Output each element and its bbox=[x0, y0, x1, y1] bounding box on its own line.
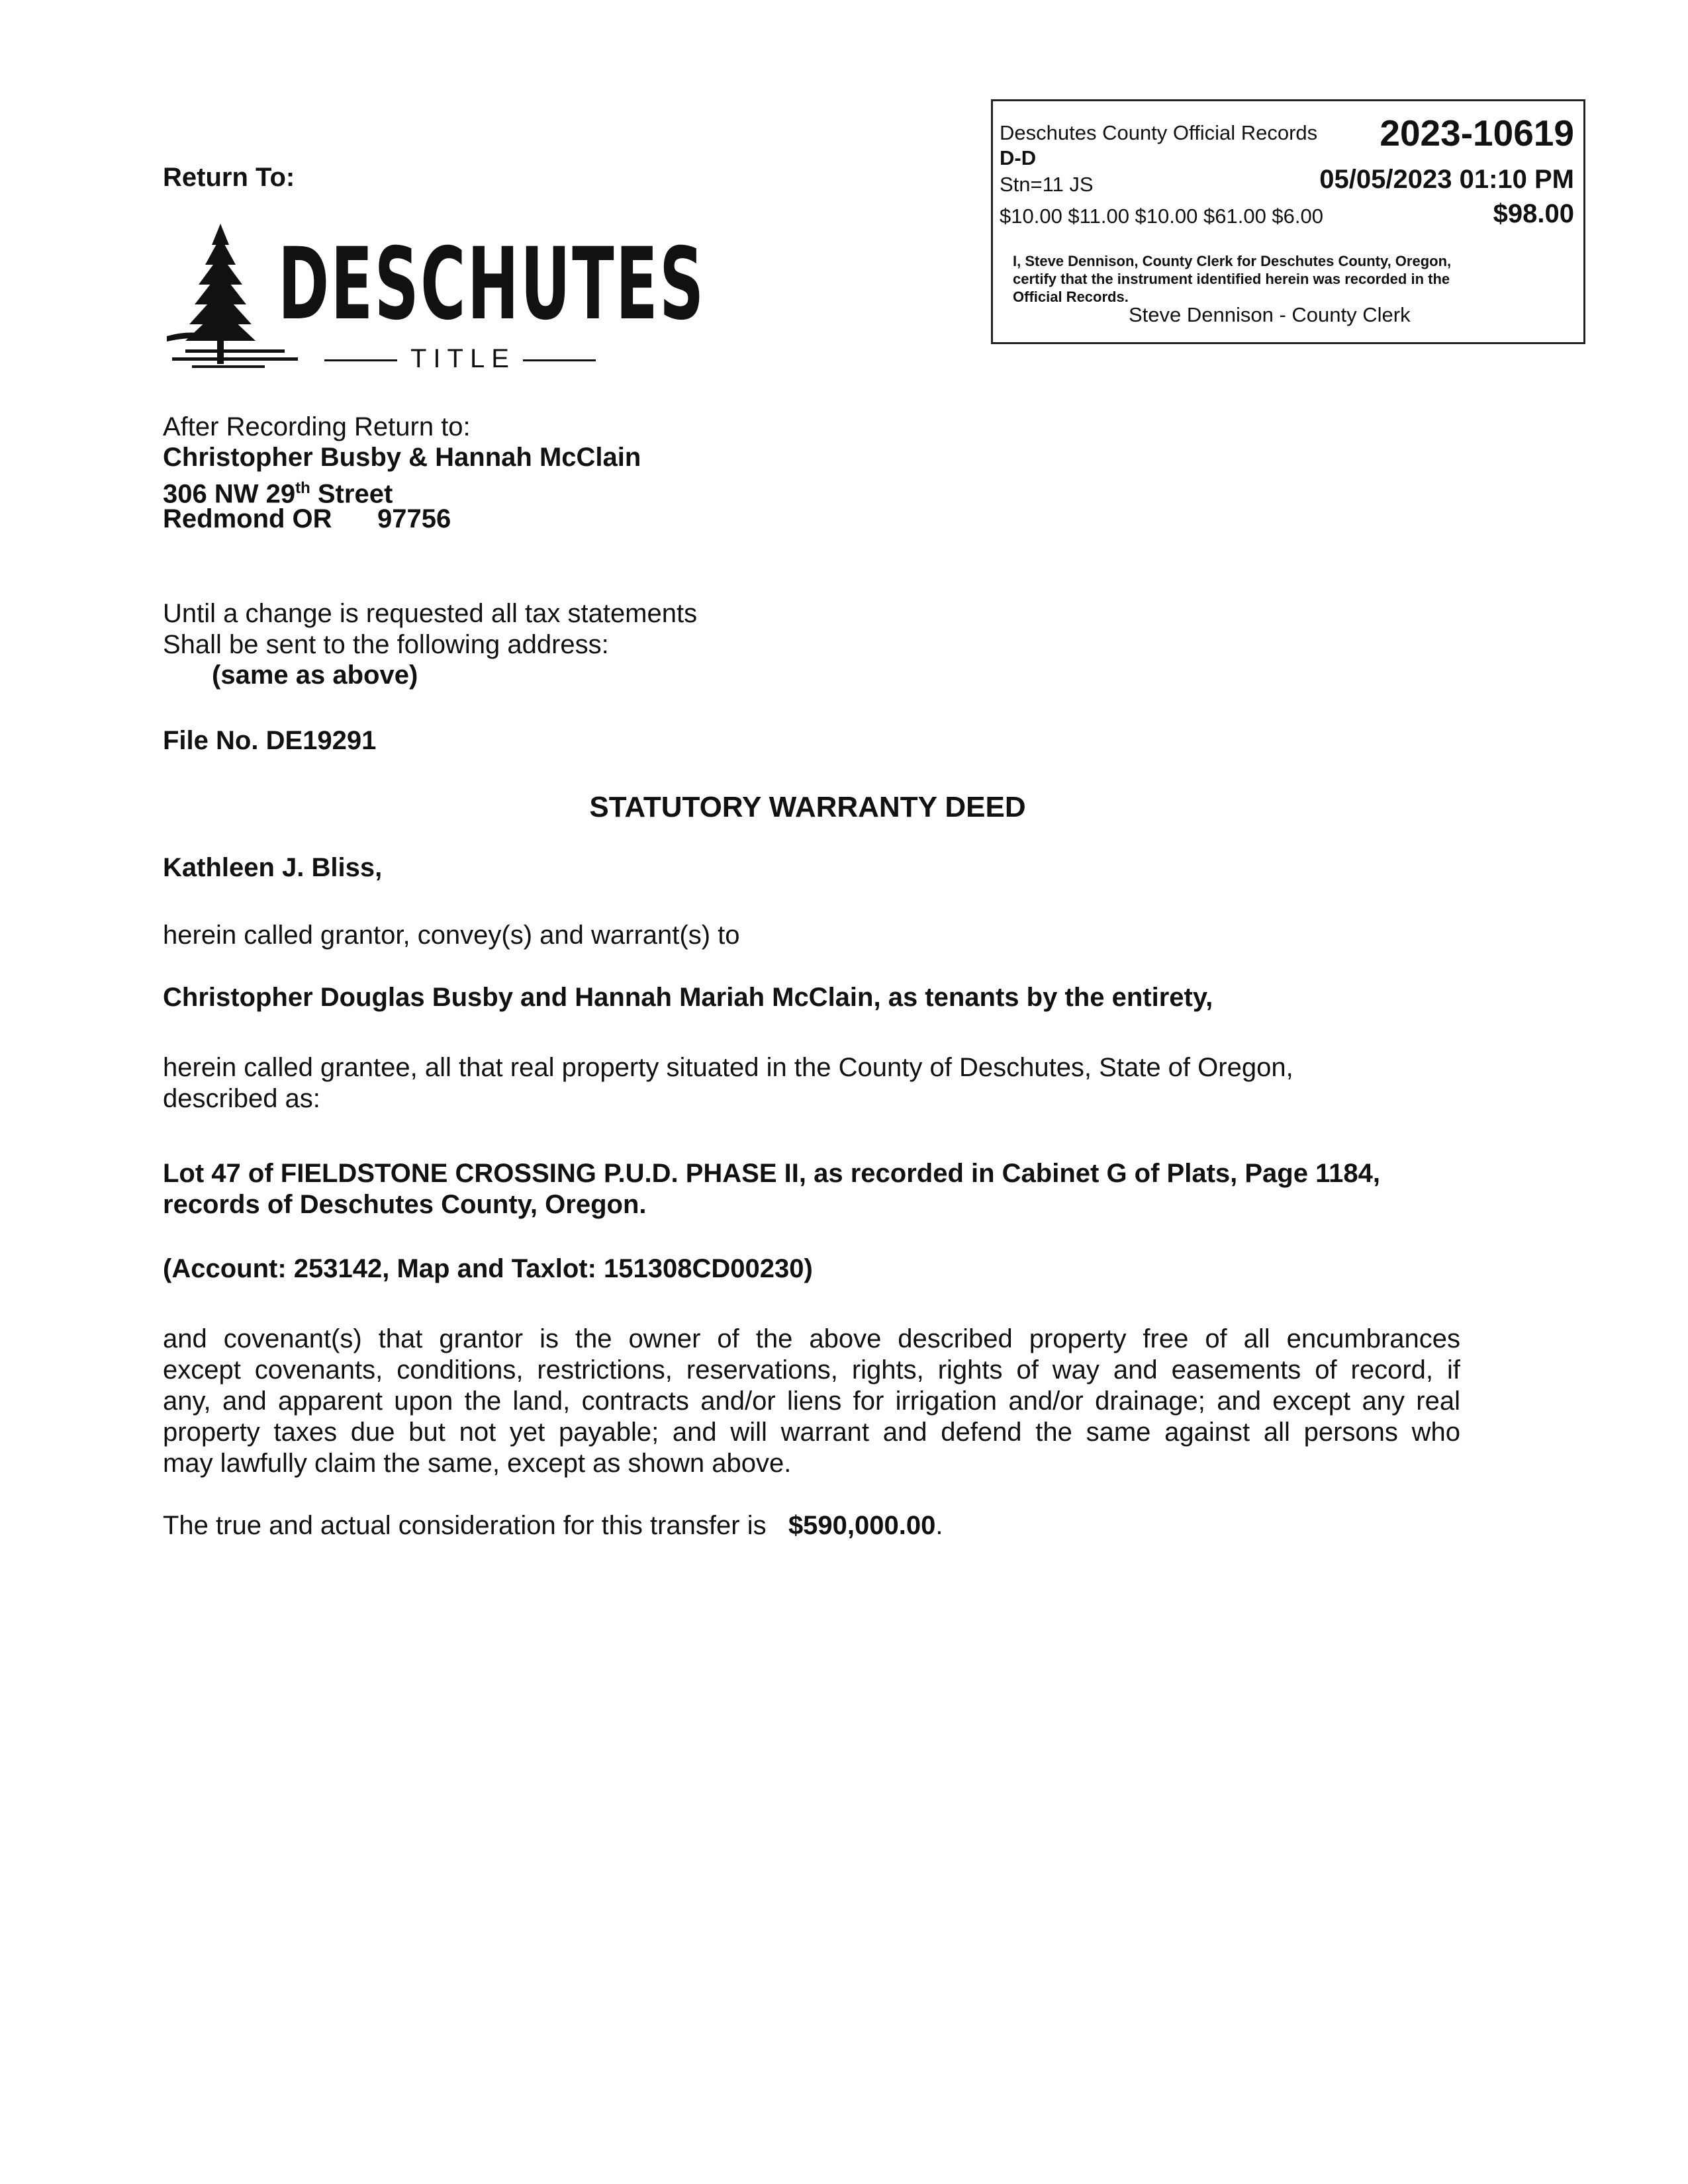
recording-total: $98.00 bbox=[1493, 199, 1574, 228]
recording-stamp-box bbox=[991, 99, 1585, 344]
logo-subtitle bbox=[324, 344, 596, 373]
recording-number: 2023-10619 bbox=[1380, 113, 1574, 154]
covenant-line: may lawfully claim the same, except as shown above. bbox=[163, 1449, 792, 1478]
deschutes-title-logo bbox=[165, 218, 706, 377]
consideration-statement bbox=[163, 1510, 943, 1541]
covenant-line: property taxes due but not yet payable; and will warrant and defend the same against all persons who bbox=[163, 1418, 1460, 1447]
covenant-paragraph bbox=[163, 1324, 1460, 1479]
document-type: D-D bbox=[1000, 146, 1037, 169]
county-clerk-signature: Steve Dennison - County Clerk bbox=[1129, 303, 1411, 326]
grantor-clause: herein called grantor, convey(s) and warrant(s) to bbox=[163, 921, 740, 950]
grantor-name: Kathleen J. Bliss, bbox=[163, 853, 383, 882]
logo-subtitle-text: TITLE bbox=[410, 344, 516, 373]
certification-line-2: certify that the instrument identified herein was recorded in the bbox=[1013, 271, 1450, 287]
street-number: 306 NW 29 bbox=[163, 479, 296, 509]
account-taxlot: (Account: 253142, Map and Taxlot: 151308CD00230) bbox=[163, 1254, 813, 1283]
covenant-line: any, and apparent upon the land, contracts and/or liens for irrigation and/or drainage; and except any real bbox=[163, 1387, 1460, 1416]
consideration-amount: $590,000.00 bbox=[788, 1511, 936, 1540]
station-code: Stn=11 JS bbox=[1000, 173, 1094, 196]
street-suffix: th bbox=[295, 479, 310, 497]
document-title: STATUTORY WARRANTY DEED bbox=[589, 791, 1026, 823]
legal-description-line-1: Lot 47 of FIELDSTONE CROSSING P.U.D. PHASE II, as recorded in Cabinet G of Plats, Page 1184, bbox=[163, 1159, 1380, 1188]
certification-line-3: Official Records. bbox=[1013, 289, 1129, 305]
covenant-line: and covenant(s) that grantor is the owner of the above described property free of all encumbrances bbox=[163, 1324, 1460, 1353]
file-number: File No. DE19291 bbox=[163, 726, 377, 755]
return-city: Redmond OR bbox=[163, 504, 332, 533]
return-name: Christopher Busby & Hannah McClain bbox=[163, 443, 641, 472]
grantee-name: Christopher Douglas Busby and Hannah Mariah McClain, as tenants by the entirety, bbox=[163, 983, 1213, 1012]
recording-office: Deschutes County Official Records bbox=[1000, 121, 1318, 144]
recording-datetime: 05/05/2023 01:10 PM bbox=[1319, 165, 1574, 194]
grantee-clause-line-2: described as: bbox=[163, 1084, 320, 1113]
return-zip: 97756 bbox=[377, 504, 451, 533]
covenant-line: except covenants, conditions, restrictions, reservations, rights, rights of way and easements of record, if bbox=[163, 1355, 1460, 1385]
legal-description-line-2: records of Deschutes County, Oregon. bbox=[163, 1190, 647, 1219]
consideration-text: The true and actual consideration for this transfer is bbox=[163, 1511, 767, 1540]
tax-statement-line-1: Until a change is requested all tax statements bbox=[163, 599, 698, 628]
recording-fees: $10.00 $11.00 $10.00 $61.00 $6.00 bbox=[1000, 205, 1323, 228]
grantee-clause-line-1: herein called grantee, all that real property situated in the County of Deschutes, State of Oregon, bbox=[163, 1053, 1293, 1082]
return-to-label: Return To: bbox=[163, 163, 295, 192]
street-name: Street bbox=[310, 479, 393, 509]
after-recording-label: After Recording Return to: bbox=[163, 412, 471, 441]
certification-line-1: I, Steve Dennison, County Clerk for Deschutes County, Oregon, bbox=[1013, 253, 1452, 269]
tax-statement-address: (same as above) bbox=[212, 660, 418, 690]
tax-statement-line-2: Shall be sent to the following address: bbox=[163, 630, 609, 659]
logo-wordmark: DESCHUTES bbox=[278, 227, 706, 342]
consideration-period: . bbox=[935, 1511, 943, 1540]
